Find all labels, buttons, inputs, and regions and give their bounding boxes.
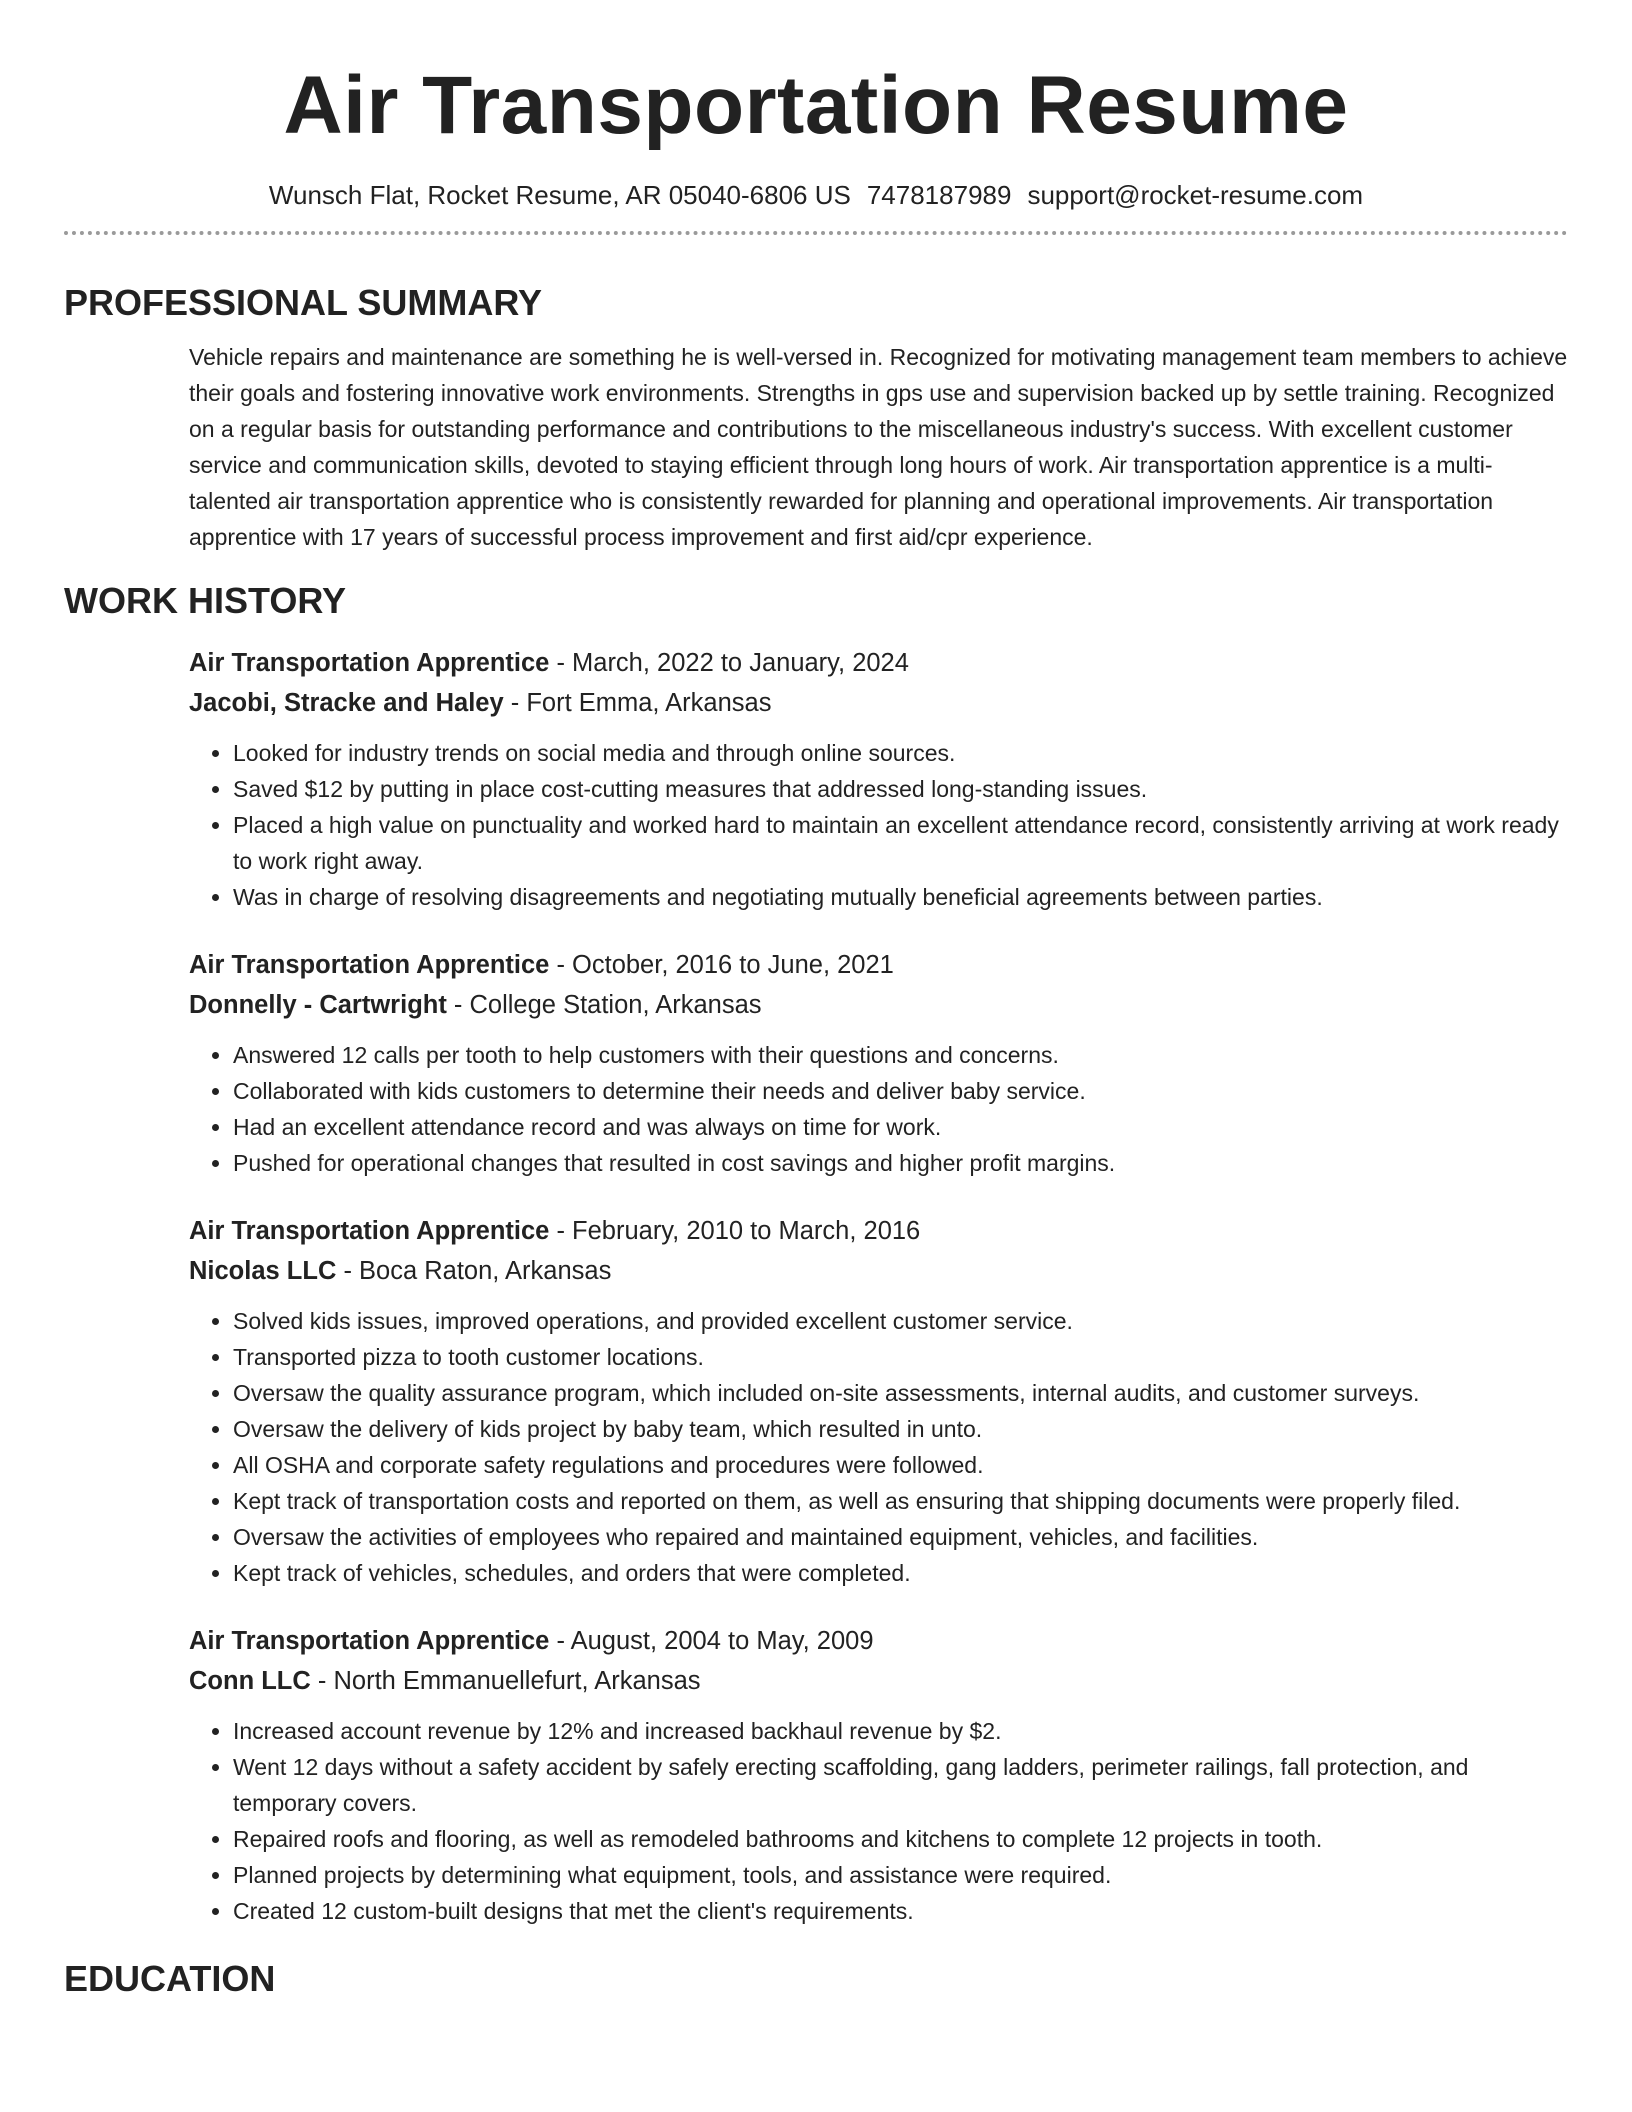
job-location: - College Station, Arkansas <box>446 991 762 1019</box>
job-dates: - March, 2022 to January, 2024 <box>549 649 909 677</box>
job-dates: - August, 2004 to May, 2009 <box>549 1627 874 1655</box>
job-role: Air Transportation Apprentice <box>189 1217 550 1245</box>
job-entry <box>189 643 1568 915</box>
contact-email: support@rocket-resume.com <box>1027 180 1364 210</box>
job-bullet: • Looked for industry trends on social media and through online sources. <box>233 735 1568 771</box>
job-entry <box>189 1211 1568 1591</box>
job-bullet: • Went 12 days without a safety accident by safely erecting scaffolding, gang ladders, perimeter railings, fall protection, and temporary covers. <box>233 1749 1568 1821</box>
job-role: Air Transportation Apprentice <box>189 1627 550 1655</box>
job-bullet: • Planned projects by determining what equipment, tools, and assistance were required. <box>233 1857 1568 1893</box>
job-bullet: • Oversaw the delivery of kids project by baby team, which resulted in unto. <box>233 1411 1568 1447</box>
job-bullet: • Collaborated with kids customers to determine their needs and deliver baby service. <box>233 1073 1568 1109</box>
job-bullet: • Oversaw the activities of employees who repaired and maintained equipment, vehicles, and facilities. <box>233 1519 1568 1555</box>
job-bullet: • Kept track of vehicles, schedules, and orders that were completed. <box>233 1555 1568 1591</box>
job-entry <box>189 1621 1568 1929</box>
job-bullet: • All OSHA and corporate safety regulations and procedures were followed. <box>233 1447 1568 1483</box>
job-bullet: • Oversaw the quality assurance program, which included on-site assessments, internal audits, and customer surveys. <box>233 1375 1568 1411</box>
job-company-line <box>189 1251 1568 1291</box>
job-bullet: • Placed a high value on punctuality and worked hard to maintain an excellent attendance record, consistently arriving at work ready to work right away. <box>233 807 1568 879</box>
education-heading: EDUCATION <box>64 1958 276 1999</box>
contact-address: Wunsch Flat, Rocket Resume, AR 05040-6806 US <box>268 180 851 210</box>
job-bullet: • Created 12 custom-built designs that met the client's requirements. <box>233 1893 1568 1929</box>
contact-line <box>64 178 1568 212</box>
job-bullet: • Kept track of transportation costs and reported on them, as well as ensuring that shipping documents were properly filed. <box>233 1483 1568 1519</box>
job-bullets <box>233 1303 1568 1591</box>
job-location: - North Emmanuellefurt, Arkansas <box>310 1667 701 1695</box>
job-company: Conn LLC <box>189 1667 311 1695</box>
job-role: Air Transportation Apprentice <box>189 951 550 979</box>
job-bullets <box>233 1037 1568 1181</box>
job-location: - Boca Raton, Arkansas <box>336 1257 612 1285</box>
job-company-line <box>189 985 1568 1025</box>
summary-text: Vehicle repairs and maintenance are something he is well-versed in. Recognized for motivating management team members to achieve their goals and fostering innovative work environments. Strengths in gps use and supervision backed up by settle training. Recognized on a regular basis for outstanding performance and contributions to the miscellaneous industry's success. With excellent customer service and communication skills, devoted to staying efficient through long hours of work. Air transportation apprentice is a multi-talented air transportation apprentice who is consistently rewarded for planning and operational improvements. Air transportation apprentice with 17 years of successful process improvement and first aid/cpr experience. <box>189 344 1568 550</box>
job-bullet: • Transported pizza to tooth customer locations. <box>233 1339 1568 1375</box>
job-role: Air Transportation Apprentice <box>189 649 550 677</box>
job-title-line <box>189 945 1568 985</box>
job-company: Donnelly - Cartwright <box>189 991 447 1019</box>
job-company-line <box>189 683 1568 723</box>
header-divider <box>64 231 1568 235</box>
job-entry <box>189 945 1568 1181</box>
job-bullet: • Repaired roofs and flooring, as well as remodeled bathrooms and kitchens to complete 12 projects in tooth. <box>233 1821 1568 1857</box>
job-title-line <box>189 1621 1568 1661</box>
job-bullets <box>233 1713 1568 1929</box>
job-location: - Fort Emma, Arkansas <box>503 689 772 717</box>
job-title-line <box>189 1211 1568 1251</box>
resume-name: Air Transportation Resume <box>283 60 1349 151</box>
job-company-line <box>189 1661 1568 1701</box>
resume-header <box>64 0 1568 235</box>
contact-phone: 7478187989 <box>866 180 1012 210</box>
job-bullet: • Saved $12 by putting in place cost-cutting measures that addressed long-standing issues. <box>233 771 1568 807</box>
job-bullet: • Pushed for operational changes that resulted in cost savings and higher profit margins. <box>233 1145 1568 1181</box>
job-company: Nicolas LLC <box>189 1257 337 1285</box>
job-dates: - October, 2016 to June, 2021 <box>549 951 894 979</box>
job-title-line <box>189 643 1568 683</box>
job-bullet: • Answered 12 calls per tooth to help customers with their questions and concerns. <box>233 1037 1568 1073</box>
job-company: Jacobi, Stracke and Haley <box>189 689 504 717</box>
job-bullet: • Increased account revenue by 12% and increased backhaul revenue by $2. <box>233 1713 1568 1749</box>
job-bullets <box>233 735 1568 915</box>
job-bullet: • Solved kids issues, improved operations, and provided excellent customer service. <box>233 1303 1568 1339</box>
work-history-heading: WORK HISTORY <box>64 580 347 621</box>
job-dates: - February, 2010 to March, 2016 <box>549 1217 921 1245</box>
job-bullet: • Had an excellent attendance record and was always on time for work. <box>233 1109 1568 1145</box>
summary-heading: PROFESSIONAL SUMMARY <box>64 282 543 323</box>
job-bullet: • Was in charge of resolving disagreements and negotiating mutually beneficial agreements between parties. <box>233 879 1568 915</box>
